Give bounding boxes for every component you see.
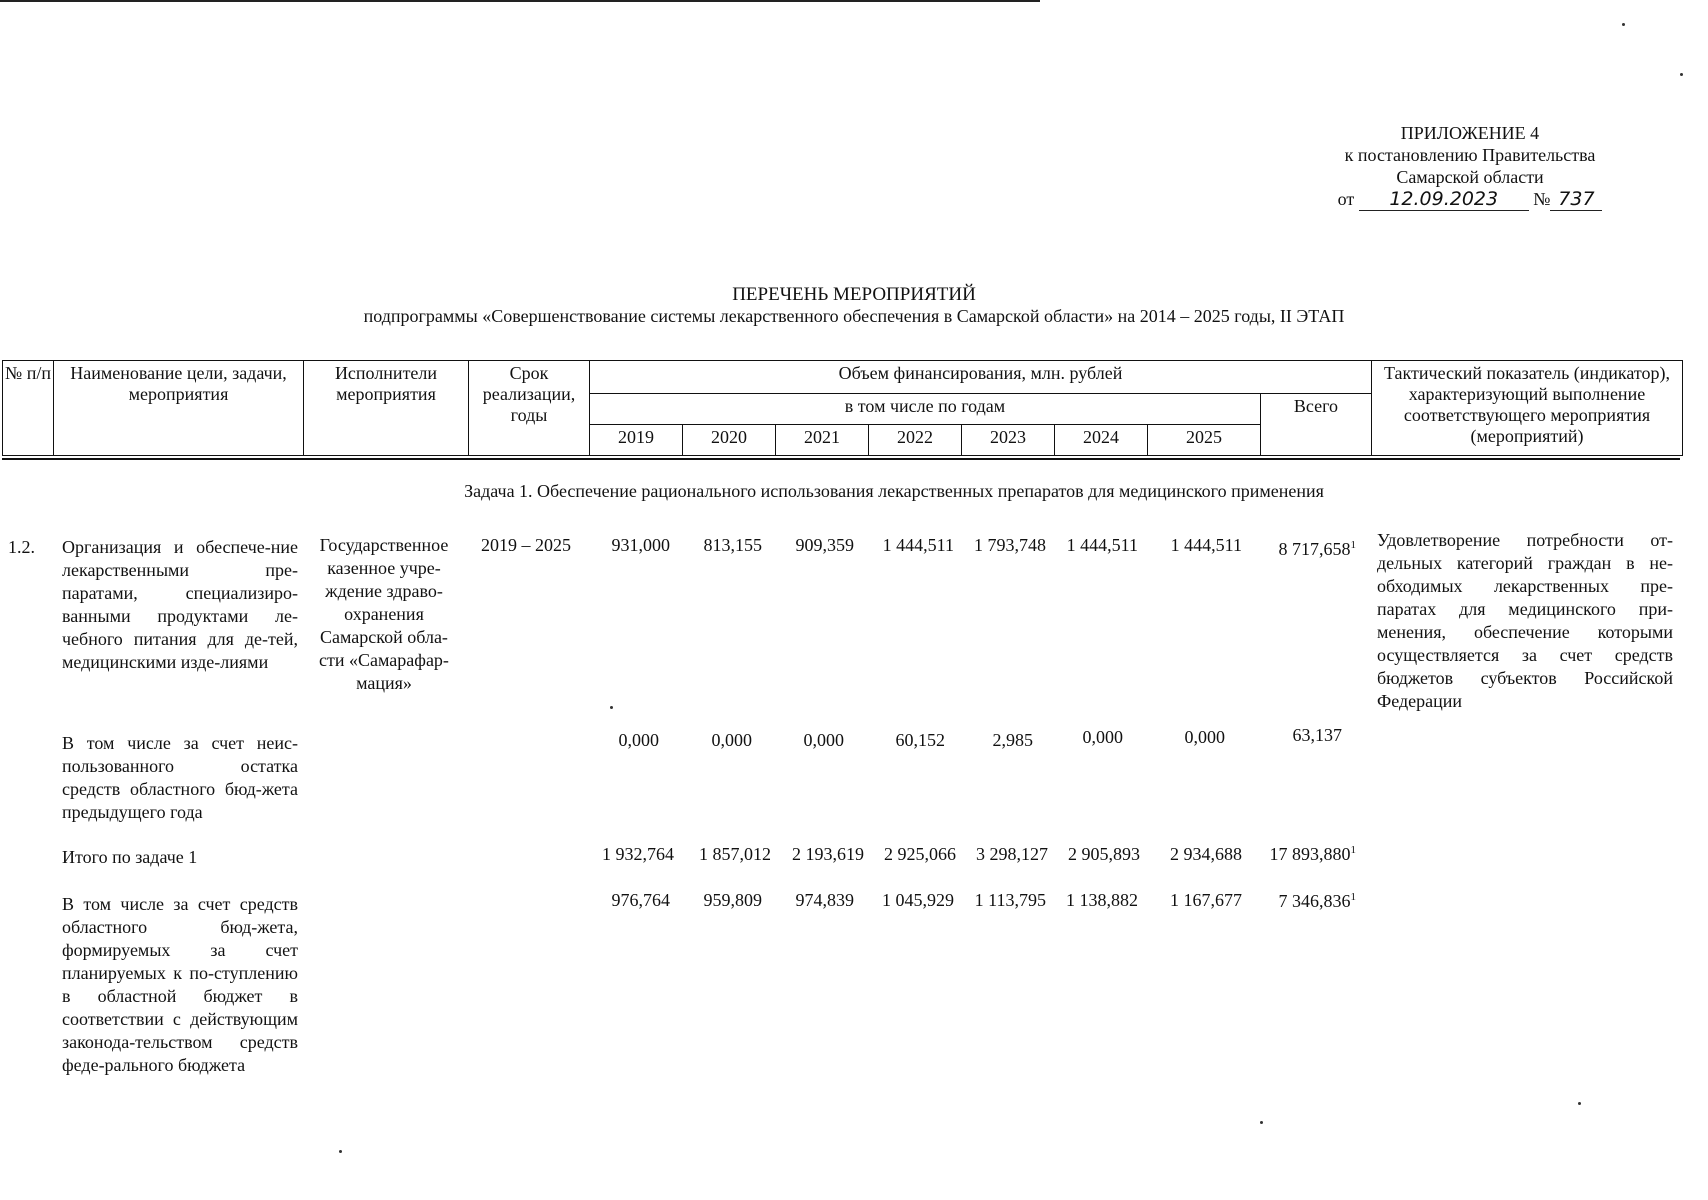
value-2025: 0,000	[1184, 727, 1225, 747]
value-2019: 976,764	[611, 890, 670, 910]
header-funding: Объем финансирования, млн. рублей	[590, 361, 1372, 394]
row-name: В том числе за счет неис-пользованного остатка средств областного бюд-жета предыдущего года	[62, 733, 298, 822]
row-number: 1.2.	[8, 537, 35, 557]
value-2020: 959,809	[703, 890, 762, 910]
value-2022: 2 925,066	[884, 844, 956, 864]
scan-speck	[1578, 1102, 1581, 1105]
page-subtitle: подпрограммы «Совершенствование системы лекарственного обеспечения в Самарской области» на 2014 – 2025 годы, II ЭТАП	[363, 306, 1345, 326]
scan-speck	[1680, 73, 1683, 76]
header-term: Срок реализации, годы	[469, 361, 590, 456]
top-scan-line	[0, 0, 1040, 2]
appendix-line2: к постановлению Правительства	[1344, 145, 1596, 165]
header-year: 2019	[590, 425, 683, 456]
number-label: №	[1533, 189, 1551, 209]
value-total: 8 717,658$^1$	[1278, 539, 1356, 559]
value-2020: 0,000	[711, 730, 752, 750]
footnote-mark: 1	[1350, 539, 1356, 551]
value-2019: 1 932,764	[602, 844, 674, 864]
value-2021: 0,000	[803, 730, 844, 750]
value-2019: 0,000	[618, 730, 659, 750]
row-name: Итого по задаче 1	[62, 847, 198, 867]
row-indicator: Удовлетворение потребности от-дельных категорий граждан в не-обходимых лекарственных пре-паратах для медицинского при-менения, обеспечение которыми осуществляется за счет средств бюджетов субъектов Российской Федерации	[1377, 530, 1673, 711]
table-header	[2, 360, 1683, 456]
value-2021: 2 193,619	[792, 844, 864, 864]
value-2025: 1 444,511	[1170, 535, 1242, 555]
scan-speck	[1622, 23, 1625, 26]
header-year: 2023	[962, 425, 1055, 456]
row-executor: Государственное казенное учре-ждение здраво-охранения Самарской обла-сти «Самарафар-мация»	[319, 535, 449, 693]
value-total: 17 893,880$^1$	[1269, 844, 1356, 864]
value-2023: 2,985	[992, 730, 1033, 750]
from-label: от	[1337, 189, 1355, 209]
value-total: 63,137	[1292, 725, 1342, 745]
value-2024: 2 905,893	[1068, 844, 1140, 864]
task-heading: Задача 1. Обеспечение рационального использования лекарственных препаратов для медицинского применения	[464, 481, 1324, 501]
value-2020: 1 857,012	[699, 844, 771, 864]
header-bottom-rule	[2, 458, 1680, 460]
footnote-mark: 1	[1350, 891, 1356, 903]
header-executors: Исполнители мероприятия	[304, 361, 469, 456]
value-2024: 1 444,511	[1066, 535, 1138, 555]
handwritten-number: 737	[1550, 188, 1602, 211]
header-total: Всего	[1261, 394, 1372, 456]
value-total: 7 346,836$^1$	[1278, 891, 1356, 911]
header-year: 2024	[1055, 425, 1148, 456]
header-year: 2021	[776, 425, 869, 456]
header-no: № п/п	[3, 361, 54, 456]
scan-speck	[339, 1150, 342, 1153]
header-year: 2025	[1148, 425, 1261, 456]
value-2023: 1 113,795	[974, 890, 1046, 910]
value-2025: 2 934,688	[1170, 844, 1242, 864]
value-2022: 1 045,929	[882, 890, 954, 910]
appendix-date-line	[1320, 188, 1620, 211]
header-indicator: Тактический показатель (индикатор), характеризующий выполнение соответствующего мероприятия (мероприятий)	[1372, 361, 1683, 456]
page-title: ПЕРЕЧЕНЬ МЕРОПРИЯТИЙ	[732, 284, 976, 305]
value-2022: 60,152	[895, 730, 945, 750]
handwritten-date: 12.09.2023	[1359, 188, 1529, 211]
value-2021: 974,839	[795, 890, 854, 910]
header-year: 2022	[869, 425, 962, 456]
scan-speck	[1260, 1121, 1263, 1124]
header-name: Наименование цели, задачи, мероприятия	[54, 361, 304, 456]
value-2025: 1 167,677	[1170, 890, 1242, 910]
value-2024: 1 138,882	[1066, 890, 1138, 910]
header-by-years: в том числе по годам	[590, 394, 1261, 425]
row-term: 2019 – 2025	[481, 535, 571, 555]
appendix-block	[1320, 122, 1620, 211]
scan-speck	[610, 706, 613, 709]
value-2021: 909,359	[795, 535, 854, 555]
appendix-line3: Самарской области	[1396, 167, 1544, 187]
row-name: В том числе за счет средств областного бюд-жета, формируемых за счет планируемых к по-ступлению в областной бюджет в соответствии с действующим законода-тельством средств феде-рального бюджета	[62, 894, 298, 1075]
appendix-title: ПРИЛОЖЕНИЕ 4	[1400, 123, 1540, 143]
value-2019: 931,000	[611, 535, 670, 555]
row-name: Организация и обеспече-ние лекарственными пре-паратами, специализиро-ванными продуктами ле-чебного питания для де-тей, медицинскими изде-лиями	[62, 537, 298, 672]
header-year: 2020	[683, 425, 776, 456]
value-2020: 813,155	[703, 535, 762, 555]
value-2022: 1 444,511	[882, 535, 954, 555]
value-2024: 0,000	[1082, 727, 1123, 747]
value-2023: 1 793,748	[974, 535, 1046, 555]
footnote-mark: 1	[1350, 844, 1356, 856]
value-2023: 3 298,127	[976, 844, 1048, 864]
